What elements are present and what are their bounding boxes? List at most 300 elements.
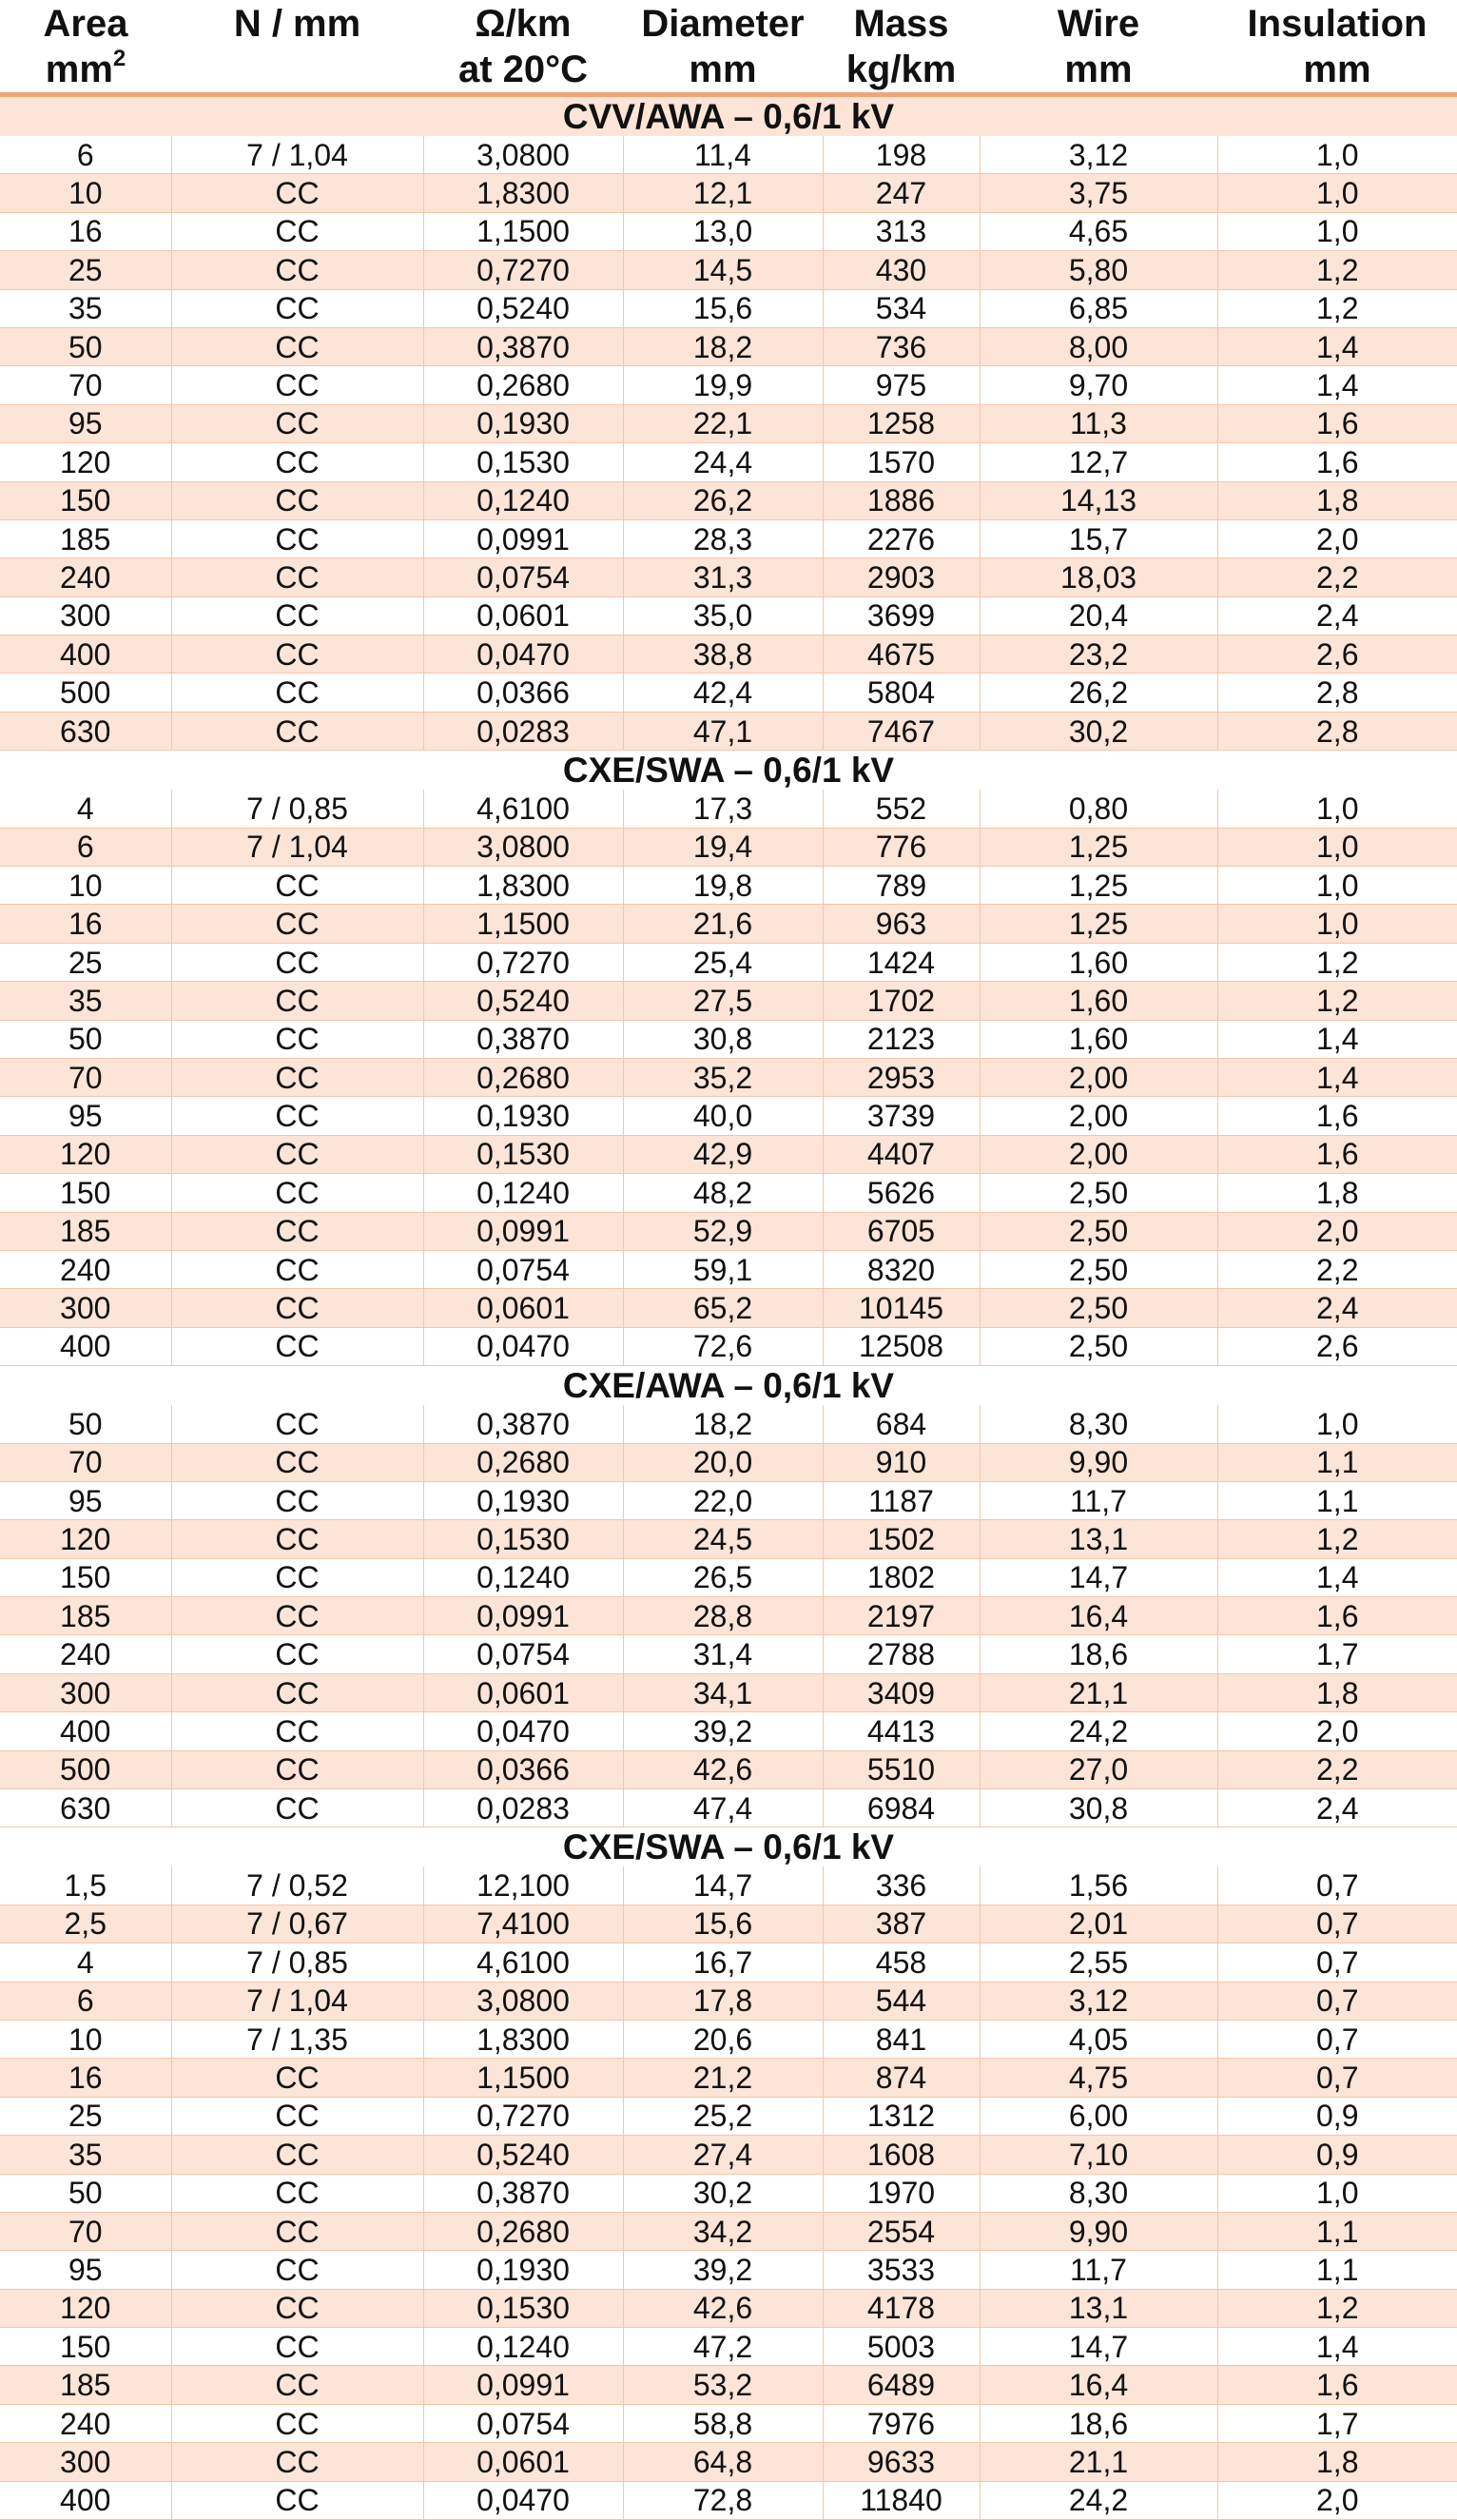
cell-mass: 2953	[823, 1058, 980, 1096]
cell-mass: 3409	[823, 1673, 980, 1711]
cell-wire: 9,90	[980, 1443, 1217, 1481]
cell-resistance: 0,0754	[423, 1250, 623, 1288]
cell-diameter: 59,1	[623, 1250, 823, 1288]
table-row	[0, 867, 1457, 905]
cell-resistance: 0,0601	[423, 1289, 623, 1327]
cell-area: 4	[0, 790, 171, 828]
cell-strands: CC	[171, 1020, 423, 1058]
cell-resistance: 0,1530	[423, 2289, 623, 2327]
cell-insulation: 1,8	[1217, 2443, 1457, 2481]
cell-strands: CC	[171, 251, 423, 289]
cell-resistance: 0,5240	[423, 289, 623, 327]
cell-resistance: 0,7270	[423, 943, 623, 981]
cell-resistance: 0,2680	[423, 2212, 623, 2250]
cell-resistance: 0,1530	[423, 443, 623, 481]
cell-area: 6	[0, 828, 171, 866]
cell-wire: 16,4	[980, 2366, 1217, 2404]
cell-insulation: 1,2	[1217, 982, 1457, 1020]
cell-area: 500	[0, 1750, 171, 1788]
cell-area: 150	[0, 1558, 171, 1596]
section-header	[0, 751, 1457, 791]
cell-diameter: 16,7	[623, 1944, 823, 1982]
cell-area: 400	[0, 1712, 171, 1750]
cell-mass: 552	[823, 790, 980, 828]
cell-mass: 6984	[823, 1789, 980, 1827]
cell-resistance: 12,100	[423, 1866, 623, 1905]
header-strands-line1: N / mm	[233, 3, 361, 45]
table-row	[0, 2328, 1457, 2366]
table-row	[0, 1866, 1457, 1905]
cell-strands: 7 / 0,85	[171, 1944, 423, 1982]
cell-area: 120	[0, 2289, 171, 2327]
cell-mass: 4407	[823, 1135, 980, 1173]
cell-resistance: 0,2680	[423, 1443, 623, 1481]
cell-insulation: 2,6	[1217, 635, 1457, 674]
cell-diameter: 20,0	[623, 1443, 823, 1481]
cell-insulation: 1,6	[1217, 1135, 1457, 1173]
cell-insulation: 1,1	[1217, 2212, 1457, 2250]
cell-strands: CC	[171, 674, 423, 712]
table-row	[0, 1789, 1457, 1827]
cell-strands: 7 / 1,04	[171, 828, 423, 866]
cell-insulation: 1,8	[1217, 1673, 1457, 1711]
cell-insulation: 2,0	[1217, 1712, 1457, 1750]
cell-area: 6	[0, 136, 171, 174]
cell-insulation: 2,4	[1217, 1289, 1457, 1327]
cell-strands: CC	[171, 1212, 423, 1250]
cell-insulation: 1,1	[1217, 2251, 1457, 2289]
cell-wire: 11,7	[980, 1481, 1217, 1519]
cell-diameter: 30,8	[623, 1020, 823, 1058]
cell-area: 10	[0, 174, 171, 212]
cell-wire: 27,0	[980, 1750, 1217, 1788]
cell-resistance: 0,7270	[423, 251, 623, 289]
cell-insulation: 2,4	[1217, 1789, 1457, 1827]
cell-resistance: 0,0991	[423, 1212, 623, 1250]
cell-wire: 0,80	[980, 790, 1217, 828]
cell-area: 1,5	[0, 1866, 171, 1905]
cell-strands: CC	[171, 366, 423, 404]
cell-insulation: 1,6	[1217, 2366, 1457, 2404]
cell-area: 35	[0, 2136, 171, 2174]
cell-wire: 2,01	[980, 1905, 1217, 1943]
cell-diameter: 65,2	[623, 1289, 823, 1327]
cell-wire: 1,25	[980, 828, 1217, 866]
cell-area: 120	[0, 1135, 171, 1173]
cell-area: 400	[0, 1327, 171, 1365]
cell-area: 16	[0, 905, 171, 943]
cell-strands: CC	[171, 1250, 423, 1288]
cell-diameter: 22,1	[623, 404, 823, 442]
cell-diameter: 14,5	[623, 251, 823, 289]
cell-mass: 1502	[823, 1520, 980, 1558]
cell-area: 10	[0, 2020, 171, 2058]
cell-insulation: 1,4	[1217, 1558, 1457, 1596]
cell-area: 400	[0, 635, 171, 674]
cell-strands: CC	[171, 712, 423, 750]
cell-area: 10	[0, 867, 171, 905]
cell-area: 300	[0, 1673, 171, 1711]
cell-resistance: 0,2680	[423, 366, 623, 404]
cell-resistance: 0,0754	[423, 558, 623, 596]
cell-mass: 1886	[823, 481, 980, 519]
cell-resistance: 0,0601	[423, 2443, 623, 2481]
cell-diameter: 72,8	[623, 2481, 823, 2519]
cell-strands: CC	[171, 174, 423, 212]
table-row	[0, 404, 1457, 442]
cell-mass: 2903	[823, 558, 980, 596]
cell-area: 35	[0, 982, 171, 1020]
cell-wire: 6,00	[980, 2097, 1217, 2135]
cell-diameter: 17,3	[623, 790, 823, 828]
cell-diameter: 52,9	[623, 1212, 823, 1250]
cell-area: 70	[0, 1058, 171, 1096]
cell-area: 240	[0, 558, 171, 596]
cell-insulation: 1,6	[1217, 1097, 1457, 1135]
cell-strands: 7 / 0,52	[171, 1866, 423, 1905]
cell-diameter: 19,4	[623, 828, 823, 866]
cell-strands: CC	[171, 1520, 423, 1558]
cell-resistance: 0,1930	[423, 1481, 623, 1519]
cell-wire: 14,7	[980, 1558, 1217, 1596]
cell-wire: 5,80	[980, 251, 1217, 289]
cell-resistance: 0,0366	[423, 1750, 623, 1788]
cell-area: 240	[0, 2404, 171, 2442]
cell-area: 150	[0, 2328, 171, 2366]
cell-wire: 1,56	[980, 1866, 1217, 1905]
cell-strands: CC	[171, 1058, 423, 1096]
cell-resistance: 0,0754	[423, 2404, 623, 2442]
cell-diameter: 28,3	[623, 519, 823, 557]
cell-diameter: 35,2	[623, 1058, 823, 1096]
table-row	[0, 982, 1457, 1020]
cell-diameter: 18,2	[623, 327, 823, 365]
cell-wire: 8,30	[980, 2174, 1217, 2212]
cell-wire: 14,13	[980, 481, 1217, 519]
cell-wire: 24,2	[980, 1712, 1217, 1750]
cell-strands: CC	[171, 1443, 423, 1481]
cell-mass: 430	[823, 251, 980, 289]
cell-wire: 2,50	[980, 1327, 1217, 1365]
cell-diameter: 34,2	[623, 2212, 823, 2250]
header-resistance-line1: Ω/km	[475, 3, 572, 45]
cell-mass: 2123	[823, 1020, 980, 1058]
cell-strands: 7 / 0,67	[171, 1905, 423, 1943]
header-diameter-line2: mm	[689, 49, 757, 90]
cell-mass: 2197	[823, 1597, 980, 1635]
cell-resistance: 0,0601	[423, 596, 623, 635]
cell-area: 500	[0, 674, 171, 712]
cell-mass: 8320	[823, 1250, 980, 1288]
table-row	[0, 1982, 1457, 2020]
cell-strands: CC	[171, 1635, 423, 1673]
cell-insulation: 2,8	[1217, 712, 1457, 750]
cell-area: 95	[0, 1481, 171, 1519]
cell-insulation: 2,2	[1217, 558, 1457, 596]
cell-insulation: 0,7	[1217, 1982, 1457, 2020]
cell-insulation: 1,2	[1217, 943, 1457, 981]
cell-insulation: 1,6	[1217, 1597, 1457, 1635]
cell-diameter: 13,0	[623, 212, 823, 250]
cell-insulation: 1,7	[1217, 1635, 1457, 1673]
cell-insulation: 0,9	[1217, 2097, 1457, 2135]
table-row	[0, 481, 1457, 519]
cell-strands: CC	[171, 443, 423, 481]
cell-strands: CC	[171, 867, 423, 905]
cell-strands: CC	[171, 2212, 423, 2250]
cell-wire: 23,2	[980, 635, 1217, 674]
cell-insulation: 1,2	[1217, 289, 1457, 327]
cell-wire: 11,3	[980, 404, 1217, 442]
cell-resistance: 0,0470	[423, 1712, 623, 1750]
cell-mass: 2276	[823, 519, 980, 557]
cell-diameter: 20,6	[623, 2020, 823, 2058]
cell-insulation: 1,0	[1217, 2174, 1457, 2212]
cell-diameter: 39,2	[623, 1712, 823, 1750]
table-row	[0, 289, 1457, 327]
cell-diameter: 39,2	[623, 2251, 823, 2289]
table-row	[0, 136, 1457, 174]
table-row	[0, 174, 1457, 212]
cell-diameter: 42,6	[623, 1750, 823, 1788]
header-resistance-line2: at 20°C	[457, 49, 589, 90]
cell-resistance: 0,1530	[423, 1135, 623, 1173]
cell-strands: CC	[171, 289, 423, 327]
cell-wire: 3,75	[980, 174, 1217, 212]
cell-mass: 6705	[823, 1212, 980, 1250]
cell-area: 150	[0, 481, 171, 519]
cell-area: 95	[0, 2251, 171, 2289]
cell-resistance: 0,1930	[423, 2251, 623, 2289]
header-strands	[171, 0, 423, 95]
cell-resistance: 0,0991	[423, 2366, 623, 2404]
cell-resistance: 1,1500	[423, 905, 623, 943]
table-row	[0, 2443, 1457, 2481]
cell-insulation: 2,8	[1217, 674, 1457, 712]
cell-mass: 5510	[823, 1750, 980, 1788]
cell-wire: 9,90	[980, 2212, 1217, 2250]
cell-mass: 198	[823, 136, 980, 174]
cell-strands: CC	[171, 2251, 423, 2289]
cell-insulation: 0,7	[1217, 2020, 1457, 2058]
cell-resistance: 3,0800	[423, 1982, 623, 2020]
cell-resistance: 7,4100	[423, 1905, 623, 1943]
cell-area: 50	[0, 1405, 171, 1443]
table-row	[0, 1289, 1457, 1327]
cell-area: 35	[0, 289, 171, 327]
section-title: CXE/SWA – 0,6/1 kV	[562, 1827, 895, 1867]
table-row	[0, 1212, 1457, 1250]
cell-wire: 18,03	[980, 558, 1217, 596]
table-row	[0, 366, 1457, 404]
cell-wire: 2,55	[980, 1944, 1217, 1982]
cell-mass: 1424	[823, 943, 980, 981]
cell-resistance: 0,5240	[423, 982, 623, 1020]
cell-insulation: 2,4	[1217, 596, 1457, 635]
cell-resistance: 0,0283	[423, 1789, 623, 1827]
cell-diameter: 18,2	[623, 1405, 823, 1443]
table-row	[0, 1135, 1457, 1173]
table-row	[0, 1905, 1457, 1943]
cell-strands: CC	[171, 635, 423, 674]
cell-diameter: 24,4	[623, 443, 823, 481]
cell-strands: CC	[171, 1750, 423, 1788]
cell-mass: 544	[823, 1982, 980, 2020]
cell-area: 25	[0, 2097, 171, 2135]
cell-strands: CC	[171, 596, 423, 635]
cell-mass: 336	[823, 1866, 980, 1905]
cell-insulation: 1,8	[1217, 1174, 1457, 1212]
cell-mass: 458	[823, 1944, 980, 1982]
cell-mass: 9633	[823, 2443, 980, 2481]
cell-wire: 6,85	[980, 289, 1217, 327]
cell-mass: 1312	[823, 2097, 980, 2135]
table-row	[0, 905, 1457, 943]
cell-strands: 7 / 1,35	[171, 2020, 423, 2058]
cell-mass: 1570	[823, 443, 980, 481]
section-header	[0, 1827, 1457, 1867]
cell-insulation: 1,2	[1217, 251, 1457, 289]
table-row	[0, 1481, 1457, 1519]
cell-strands: 7 / 1,04	[171, 136, 423, 174]
table-row	[0, 1750, 1457, 1788]
cell-resistance: 3,0800	[423, 136, 623, 174]
cell-insulation: 1,4	[1217, 1058, 1457, 1096]
cell-wire: 13,1	[980, 2289, 1217, 2327]
header-mass	[823, 0, 980, 95]
cell-strands: CC	[171, 2404, 423, 2442]
cell-diameter: 15,6	[623, 289, 823, 327]
cell-diameter: 40,0	[623, 1097, 823, 1135]
table-row	[0, 2174, 1457, 2212]
cell-resistance: 1,1500	[423, 2059, 623, 2097]
table-row	[0, 2059, 1457, 2097]
cell-wire: 9,70	[980, 366, 1217, 404]
cell-area: 16	[0, 2059, 171, 2097]
cell-area: 95	[0, 404, 171, 442]
cell-area: 185	[0, 2366, 171, 2404]
cell-resistance: 1,8300	[423, 867, 623, 905]
cell-mass: 5003	[823, 2328, 980, 2366]
table-row	[0, 1058, 1457, 1096]
cell-insulation: 0,7	[1217, 1866, 1457, 1905]
table-row	[0, 1443, 1457, 1481]
table-row	[0, 2136, 1457, 2174]
table-row	[0, 327, 1457, 365]
cell-resistance: 0,0991	[423, 1597, 623, 1635]
table-row	[0, 596, 1457, 635]
cell-wire: 30,2	[980, 712, 1217, 750]
cell-diameter: 38,8	[623, 635, 823, 674]
cell-wire: 1,25	[980, 905, 1217, 943]
cell-resistance: 4,6100	[423, 1944, 623, 1982]
header-insulation-line1: Insulation	[1247, 3, 1428, 45]
cell-wire: 2,50	[980, 1212, 1217, 1250]
header-wire-line2: mm	[1064, 49, 1133, 90]
table-row	[0, 1520, 1457, 1558]
cell-resistance: 0,5240	[423, 2136, 623, 2174]
cell-strands: CC	[171, 1135, 423, 1173]
cell-mass: 910	[823, 1443, 980, 1481]
cell-area: 70	[0, 366, 171, 404]
cell-strands: CC	[171, 2174, 423, 2212]
header-mass-line2: kg/km	[845, 49, 957, 90]
cell-mass: 4178	[823, 2289, 980, 2327]
cell-resistance: 0,0754	[423, 1635, 623, 1673]
cell-insulation: 0,7	[1217, 1905, 1457, 1943]
header-area-line1: Area	[43, 3, 128, 45]
cell-area: 4	[0, 1944, 171, 1982]
cell-mass: 3533	[823, 2251, 980, 2289]
cell-mass: 1702	[823, 982, 980, 1020]
cell-diameter: 26,2	[623, 481, 823, 519]
cell-diameter: 17,8	[623, 1982, 823, 2020]
cell-resistance: 0,1240	[423, 1174, 623, 1212]
table-row	[0, 1944, 1457, 1982]
cell-mass: 1608	[823, 2136, 980, 2174]
cell-mass: 247	[823, 174, 980, 212]
header-mass-line1: Mass	[853, 3, 949, 45]
cell-insulation: 0,7	[1217, 2059, 1457, 2097]
cell-strands: CC	[171, 1097, 423, 1135]
table-row	[0, 1250, 1457, 1288]
cell-mass: 534	[823, 289, 980, 327]
table-row	[0, 674, 1457, 712]
cell-mass: 313	[823, 212, 980, 250]
cell-wire: 14,7	[980, 2328, 1217, 2366]
cell-mass: 12508	[823, 1327, 980, 1365]
cell-insulation: 1,0	[1217, 828, 1457, 866]
cell-strands: CC	[171, 1174, 423, 1212]
cell-mass: 776	[823, 828, 980, 866]
table-row	[0, 635, 1457, 674]
header-wire	[980, 0, 1217, 95]
cell-insulation: 1,1	[1217, 1481, 1457, 1519]
table-row	[0, 1097, 1457, 1135]
cell-wire: 2,50	[980, 1174, 1217, 1212]
cell-strands: CC	[171, 404, 423, 442]
cell-insulation: 2,0	[1217, 1212, 1457, 1250]
cell-diameter: 35,0	[623, 596, 823, 635]
cell-insulation: 1,0	[1217, 867, 1457, 905]
cell-mass: 874	[823, 2059, 980, 2097]
cell-mass: 2788	[823, 1635, 980, 1673]
cell-wire: 12,7	[980, 443, 1217, 481]
cell-mass: 5804	[823, 674, 980, 712]
cell-wire: 30,8	[980, 1789, 1217, 1827]
cell-insulation: 0,7	[1217, 1944, 1457, 1982]
cell-diameter: 31,3	[623, 558, 823, 596]
cell-area: 6	[0, 1982, 171, 2020]
cell-mass: 1802	[823, 1558, 980, 1596]
cell-insulation: 1,1	[1217, 1443, 1457, 1481]
header-row	[0, 0, 1457, 95]
cell-wire: 3,12	[980, 1982, 1217, 2020]
cell-area: 185	[0, 519, 171, 557]
table-row	[0, 1405, 1457, 1443]
cell-wire: 4,75	[980, 2059, 1217, 2097]
header-wire-line1: Wire	[1057, 3, 1140, 45]
cell-wire: 13,1	[980, 1520, 1217, 1558]
cell-insulation: 0,9	[1217, 2136, 1457, 2174]
cell-area: 25	[0, 251, 171, 289]
cell-diameter: 47,2	[623, 2328, 823, 2366]
cell-insulation: 1,7	[1217, 2404, 1457, 2442]
cell-strands: CC	[171, 1405, 423, 1443]
cell-diameter: 27,4	[623, 2136, 823, 2174]
cell-diameter: 42,6	[623, 2289, 823, 2327]
cell-wire: 21,1	[980, 1673, 1217, 1711]
